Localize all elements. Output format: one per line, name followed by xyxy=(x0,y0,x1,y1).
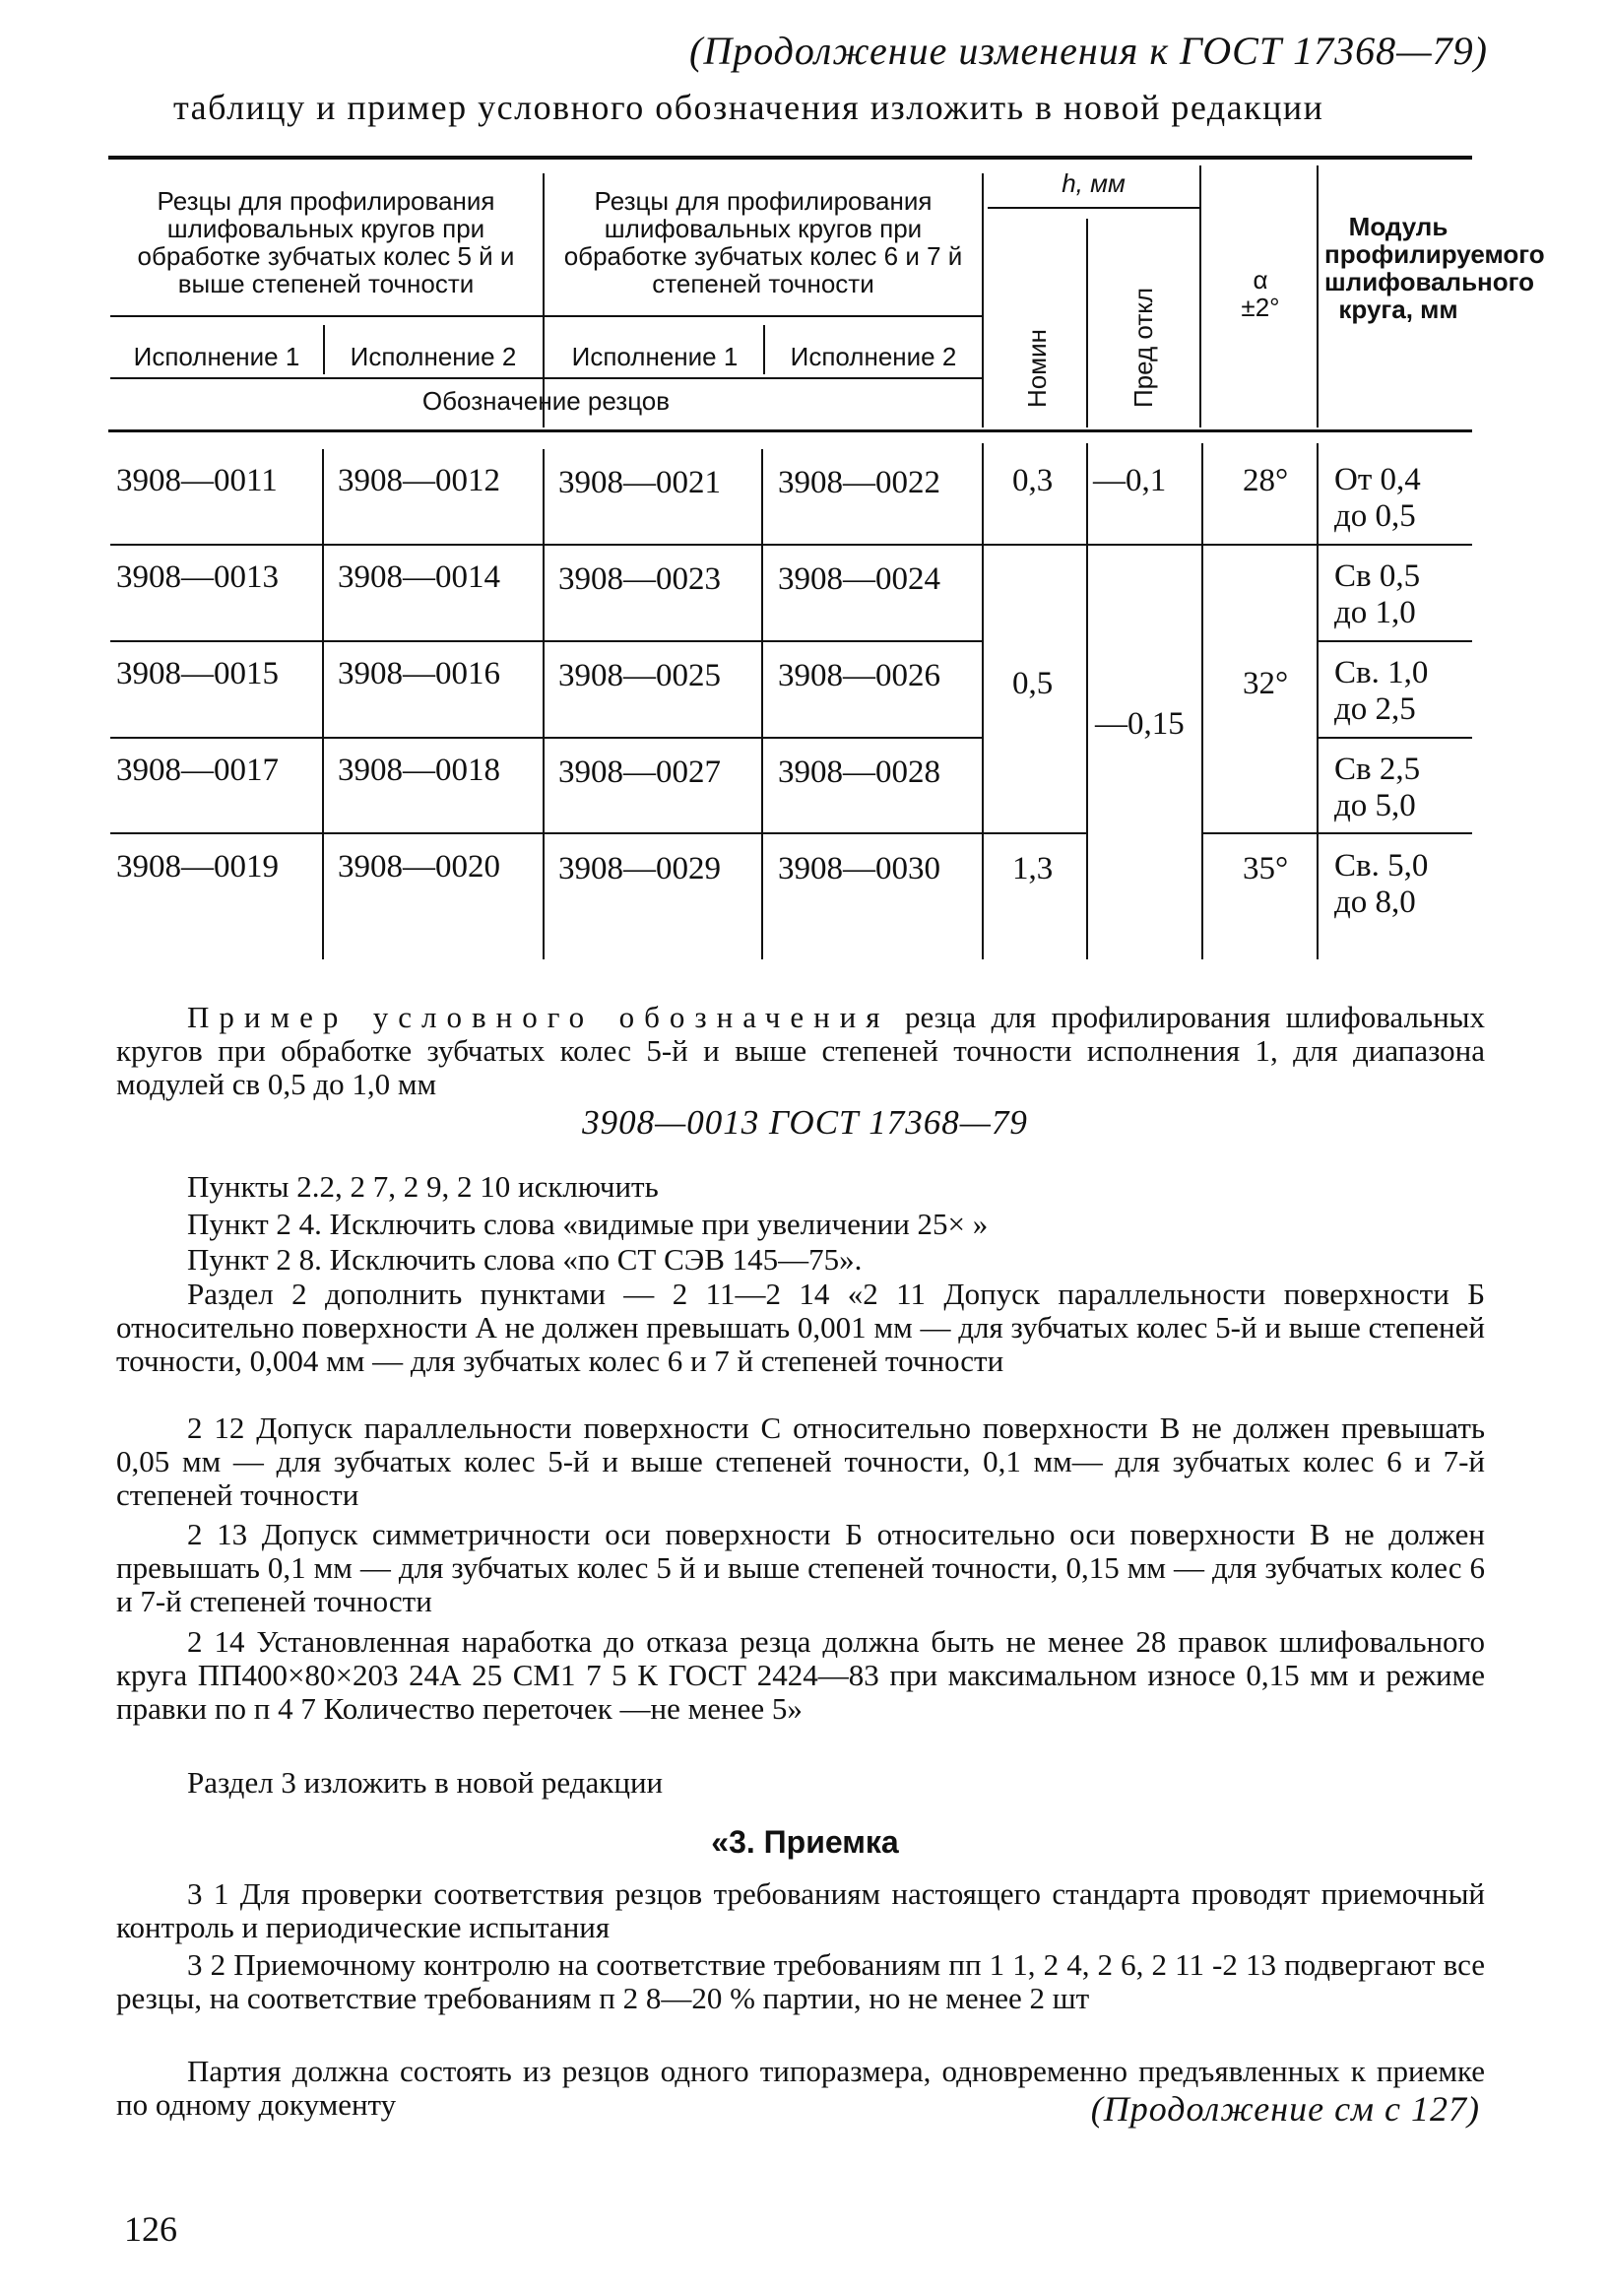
table-cell: 3908—0020 xyxy=(338,849,500,885)
row-rule xyxy=(110,544,982,546)
table-cell: 3908—0015 xyxy=(116,656,279,691)
table-cell: 3908—0014 xyxy=(338,559,500,595)
vline xyxy=(982,443,984,959)
table-cell: 3908—0013 xyxy=(116,559,279,595)
page-number: 126 xyxy=(124,2209,177,2249)
row-rule xyxy=(984,544,1317,546)
row-rule xyxy=(1319,640,1472,642)
vline xyxy=(1086,443,1088,959)
table-cell: 3908—0011 xyxy=(116,463,278,498)
exec2-header: Исполнение 2 xyxy=(350,342,517,371)
exec-subrule xyxy=(110,377,982,379)
module-cell xyxy=(1334,848,1428,921)
module-from: От 0,4 xyxy=(1334,462,1421,497)
alpha-header: α ±2° xyxy=(1241,265,1280,322)
module-to: до 2,5 xyxy=(1334,691,1416,727)
table-cell: 3908—0018 xyxy=(338,753,500,788)
paragraph-4: Раздел 2 дополнить пунктами — 2 11—2 14 «2 11 Допуск параллельности поверхности Б относительно поверхности А не должен превышать 0,001 мм — для зубчатых колес 5-й и выше степеней точности, 0,004 мм — для зубчатых колес 6 и 7 й степеней точности xyxy=(116,1277,1485,1378)
header-bottom-rule xyxy=(108,429,1472,432)
module-from: Св 2,5 xyxy=(1334,752,1421,787)
table-cell: 3908—0029 xyxy=(558,851,721,886)
table-cell: 3908—0012 xyxy=(338,463,500,498)
vline xyxy=(1199,165,1201,427)
table-cell: 3908—0016 xyxy=(338,656,500,691)
exec3-header: Исполнение 1 xyxy=(571,342,739,371)
module-from: Св. 5,0 xyxy=(1334,848,1429,884)
row-rule xyxy=(1319,832,1472,834)
paragraph-3: Пункт 2 8. Исключить слова «по СТ СЭВ 145—75». xyxy=(187,1242,863,1277)
module-to: до 1,0 xyxy=(1334,595,1416,630)
vline xyxy=(982,173,984,427)
paragraph-2: Пункт 2 4. Исключить слова «видимые при увеличении 25× » xyxy=(187,1207,989,1241)
exec4-header: Исполнение 2 xyxy=(790,342,957,371)
h-nominal-cell: 0,5 xyxy=(1012,666,1054,701)
continuation-header: (Продолжение изменения к ГОСТ 17368—79) xyxy=(689,29,1488,73)
h-nominal-cell: 1,3 xyxy=(1012,851,1054,886)
h-header-rule xyxy=(988,207,1199,209)
paragraph-8: Раздел 3 изложить в новой редакции xyxy=(187,1765,664,1800)
example-text: резца для профилирования шлифовальных кругов при обработке зубчатых колес 5-й и выше степеней точности исполнения 1, для диапазона модулей св 0,5 до 1,0 мм xyxy=(116,1000,1485,1101)
module-cell xyxy=(1334,752,1420,824)
module-cell xyxy=(1334,558,1420,631)
alpha-cell: 28° xyxy=(1243,463,1289,498)
table-top-rule xyxy=(108,156,1472,160)
designation-header: Обозначение резцов xyxy=(421,386,671,416)
vline xyxy=(322,449,324,959)
module-cell xyxy=(1334,655,1428,728)
group1-header: Резцы для профилирования шлифовальных кругов при обработке зубчатых колес 5 й и выше степеней точности xyxy=(137,186,515,298)
row-rule xyxy=(1203,832,1317,834)
row-rule xyxy=(1319,544,1472,546)
paragraph-11: Партия должна состоять из резцов одного типоразмера, одновременно предъявленных к приемке по одному документу xyxy=(116,2054,1485,2122)
vline xyxy=(1201,443,1203,959)
tolerance-header: Пред откл xyxy=(1128,287,1158,408)
paragraph-7: 2 14 Установленная наработка до отказа резца должна быть не менее 28 правок шлифовального круга ПП400×80×203 24А 25 СМ1 7 5 К ГОСТ 2424—83 при максимальном износе 0,15 мм и режиме правки по п 4 7 Количество переточек —не менее 5» xyxy=(116,1624,1485,1726)
table-cell: 3908—0026 xyxy=(778,658,940,693)
module-to: до 0,5 xyxy=(1334,498,1416,534)
section-title: «3. Приемка xyxy=(711,1824,899,1860)
vline xyxy=(1086,219,1088,427)
example-lead: Пример условного обозначения xyxy=(187,1000,890,1034)
vline xyxy=(543,449,545,959)
intro-line: таблицу и пример условного обозначения изложить в новой редакции xyxy=(173,88,1324,127)
module-to: до 8,0 xyxy=(1334,885,1416,920)
vline xyxy=(761,449,763,959)
h-tolerance-cell: —0,1 xyxy=(1093,463,1167,498)
h-nominal-cell: 0,3 xyxy=(1012,463,1054,498)
table-cell: 3908—0025 xyxy=(558,658,721,693)
paragraph-10: 3 2 Приемочному контролю на соответствие требованиям пп 1 1, 2 4, 2 6, 2 11 -2 13 подвергают все резцы, на соответствие требованиям п 2 8—20 % партии, но не менее 2 шт xyxy=(116,1947,1485,2015)
exec1-header: Исполнение 1 xyxy=(133,342,300,371)
h-header: h, мм xyxy=(1062,168,1126,198)
table-cell: 3908—0030 xyxy=(778,851,940,886)
module-cell xyxy=(1334,462,1421,535)
table-cell: 3908—0021 xyxy=(558,465,721,500)
module-from: Св 0,5 xyxy=(1334,558,1421,594)
table-cell: 3908—0023 xyxy=(558,561,721,597)
group2-header: Резцы для профилирования шлифовальных кругов при обработке зубчатых колес 6 и 7 й степеней точности xyxy=(563,186,963,298)
row-rule xyxy=(110,832,982,834)
module-to: до 5,0 xyxy=(1334,788,1416,823)
alpha-cell: 32° xyxy=(1243,666,1289,701)
paragraph-5: 2 12 Допуск параллельности поверхности С относительно поверхности В не должен превышать 0,05 мм — для зубчатых колес 5-й и выше степеней точности, 0,1 мм— для зубчатых колес 6 и 7-й степеней точности xyxy=(116,1410,1485,1512)
continued-note: (Продолжение см с 127) xyxy=(1090,2089,1480,2129)
table-cell: 3908—0027 xyxy=(558,754,721,790)
table-cell: 3908—0017 xyxy=(116,753,279,788)
module-header: Модуль профилируемого шлифовального круга, мм xyxy=(1324,212,1545,324)
table-cell: 3908—0028 xyxy=(778,754,940,790)
group-subrule xyxy=(110,315,982,317)
vline xyxy=(1317,165,1319,427)
row-rule xyxy=(984,832,1086,834)
row-rule xyxy=(110,640,982,642)
module-from: Св. 1,0 xyxy=(1334,655,1429,690)
row-rule xyxy=(1319,737,1472,739)
example-formula: 3908—0013 ГОСТ 17368—79 xyxy=(582,1103,1028,1142)
alpha-cell: 35° xyxy=(1243,851,1289,886)
paragraph-1: Пункты 2.2, 2 7, 2 9, 2 10 исключить xyxy=(187,1169,659,1204)
table-cell: 3908—0022 xyxy=(778,465,940,500)
example-paragraph xyxy=(116,1001,1485,1101)
nominal-header: Номин xyxy=(1022,329,1052,408)
table-cell: 3908—0024 xyxy=(778,561,940,597)
vline xyxy=(1317,443,1319,959)
h-tolerance-cell: —0,15 xyxy=(1095,706,1185,742)
row-rule xyxy=(110,737,982,739)
paragraph-6: 2 13 Допуск симметричности оси поверхности Б относительно оси поверхности В не должен превышать 0,1 мм — для зубчатых колес 5 й и выше степеней точности, 0,15 мм — для зубчатых колес 6 и 7-й степеней точности xyxy=(116,1517,1485,1618)
table-cell: 3908—0019 xyxy=(116,849,279,885)
paragraph-9: 3 1 Для проверки соответствия резцов требованиям настоящего стандарта проводят приемочный контроль и периодические испытания xyxy=(116,1876,1485,1944)
